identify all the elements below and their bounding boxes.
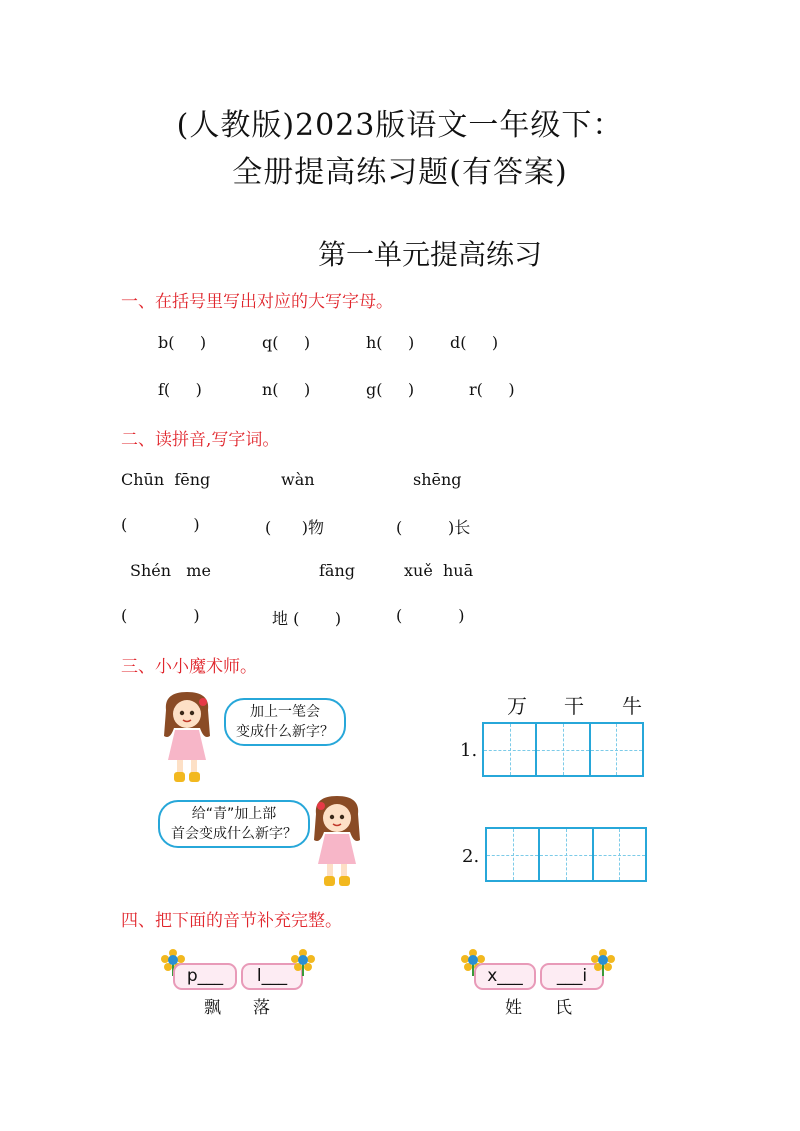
grid-char: 牛 [622,694,642,718]
section3-heading: 三、小小魔术师。 [121,657,257,677]
letter-blank: b( ) [158,333,207,352]
flower-icon [590,948,616,976]
section1-heading: 一、在括号里写出对应的大写字母。 [121,292,393,312]
doc-title-line1: (人教版)2023版语文一年级下： [176,108,624,143]
pinyin: fāng [319,561,356,580]
syllable-box: x___ [474,963,536,990]
flower-icon [290,948,316,976]
writing-grid-2[interactable] [485,827,647,882]
answer-blank: 地 ( ) [272,609,342,628]
grid-cell[interactable] [535,724,588,775]
row-label: 1. [460,740,478,761]
hanzi: 飘 [204,998,221,1018]
answer-blank: ( ) [121,515,200,534]
answer-blank: ( )长 [396,518,471,537]
syllable-box: l___ [241,963,303,990]
syllable-box: ___i [540,963,604,990]
pinyin: shēng [413,470,462,489]
letter-blank: r( ) [469,380,515,399]
answer-blank: ( )物 [265,518,325,537]
grid-char: 干 [564,694,584,718]
syllable-box: p___ [173,963,237,990]
pinyin: wàn [281,470,315,489]
hanzi: 氏 [555,998,572,1018]
unit-title: 第一单元提高练习 [317,238,542,271]
writing-grid-1[interactable] [482,722,644,777]
girl-illustration [308,792,366,890]
pinyin: xuě huā [404,561,474,580]
grid-cell[interactable] [592,829,645,880]
letter-blank: g( ) [366,380,415,399]
girl-illustration [158,688,216,786]
pinyin: Chūn fēng [121,470,211,489]
grid-cell[interactable] [589,724,642,775]
grid-cell[interactable] [538,829,591,880]
row-label: 2. [462,846,480,867]
letter-blank: q( ) [262,333,311,352]
letter-blank: f( ) [158,380,202,399]
pinyin: Shén me [130,561,211,580]
doc-title-line2: 全册提高练习题(有答案) [232,155,568,190]
letter-blank: h( ) [366,333,415,352]
letter-blank: n( ) [262,380,311,399]
speech-bubble: 给“青”加上部 首会变成什么新字？ [158,800,310,848]
speech-bubble: 加上一笔会 变成什么新字？ [224,698,346,746]
hanzi: 姓 [505,998,522,1018]
grid-cell[interactable] [484,724,535,775]
answer-blank: ( ) [396,606,465,625]
grid-char: 万 [507,694,527,718]
grid-cell[interactable] [487,829,538,880]
hanzi: 落 [253,998,270,1018]
section4-heading: 四、把下面的音节补充完整。 [121,911,342,931]
letter-blank: d( ) [450,333,499,352]
answer-blank: ( ) [121,606,200,625]
section2-heading: 二、读拼音,写字词。 [121,430,280,450]
